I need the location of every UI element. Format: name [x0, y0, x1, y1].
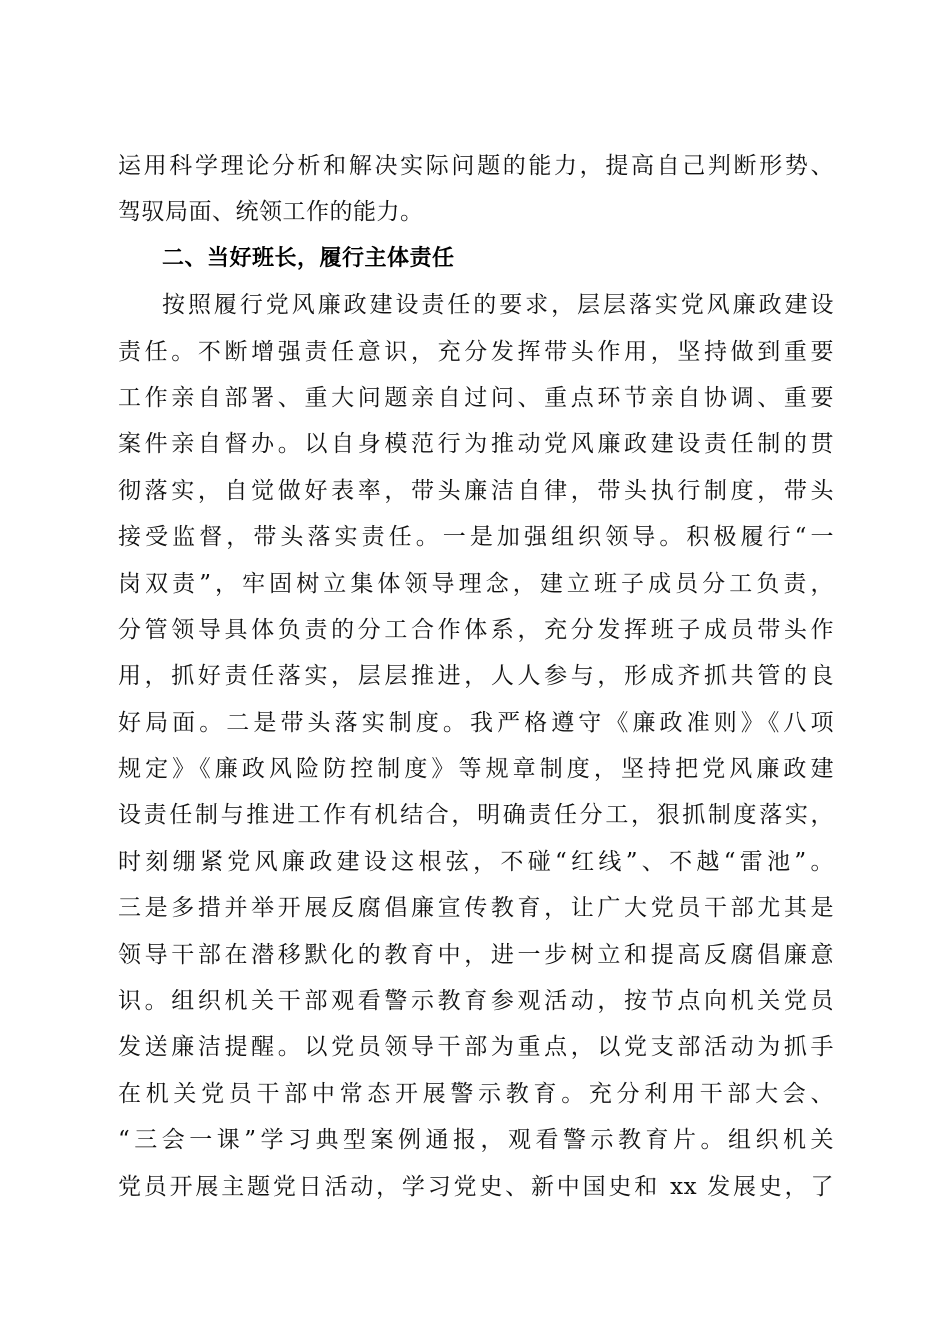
text-line: 领导干部在潜移默化的教育中，进一步树立和提高反腐倡廉意 [118, 941, 834, 968]
text-line: 三是多措并举开展反腐倡廉宣传教育，让广大党员干部尤其是 [118, 895, 834, 922]
text-line: 好局面。二是带头落实制度。我严格遵守《廉政准则》《八项 [118, 709, 834, 736]
text-line: “三会一课”学习典型案例通报，观看警示教育片。组织机关 [118, 1127, 834, 1154]
text-line: 党员开展主题党日活动，学习党史、新中国史和 xx 发展史，了 [118, 1173, 834, 1200]
text-line: 用，抓好责任落实，层层推进，人人参与，形成齐抓共管的良 [118, 663, 834, 690]
document-body [118, 143, 834, 1210]
text-line: 责任。不断增强责任意识，充分发挥带头作用，坚持做到重要 [118, 338, 834, 365]
text-line: 分管领导具体负责的分工合作体系，充分发挥班子成员带头作 [118, 616, 834, 643]
text-line: 识。组织机关干部观看警示教育参观活动，按节点向机关党员 [118, 988, 834, 1015]
text-line: 岗双责”，牢固树立集体领导理念，建立班子成员分工负责， [118, 570, 834, 597]
text-line: 运用科学理论分析和解决实际问题的能力，提高自己判断形势、 [118, 153, 834, 179]
text-line: 驾驭局面、统领工作的能力。 [118, 199, 424, 226]
text-line: 发送廉洁提醒。以党员领导干部为重点，以党支部活动为抓手 [118, 1034, 834, 1061]
text-line: 设责任制与推进工作有机结合，明确责任分工，狠抓制度落实， [118, 802, 834, 829]
text-line: 规定》《廉政风险防控制度》等规章制度，坚持把党风廉政建 [118, 756, 834, 783]
text-line: 工作亲自部署、重大问题亲自过问、重点环节亲自协调、重要 [118, 384, 834, 411]
text-line: 按照履行党风廉政建设责任的要求，层层落实党风廉政建设 [162, 292, 834, 319]
text-line: 在机关党员干部中常态开展警示教育。充分利用干部大会、 [118, 1080, 834, 1107]
text-line: 时刻绷紧党风廉政建设这根弦，不碰“红线”、不越“雷池”。 [118, 848, 834, 875]
text-line: 案件亲自督办。以自身模范行为推动党风廉政建设责任制的贯 [118, 431, 834, 458]
text-line: 接受监督，带头落实责任。一是加强组织领导。积极履行“一 [118, 524, 834, 551]
text-line: 彻落实，自觉做好表率，带头廉洁自律，带头执行制度，带头 [118, 477, 834, 504]
section-heading: 二、当好班长，履行主体责任 [162, 245, 455, 271]
